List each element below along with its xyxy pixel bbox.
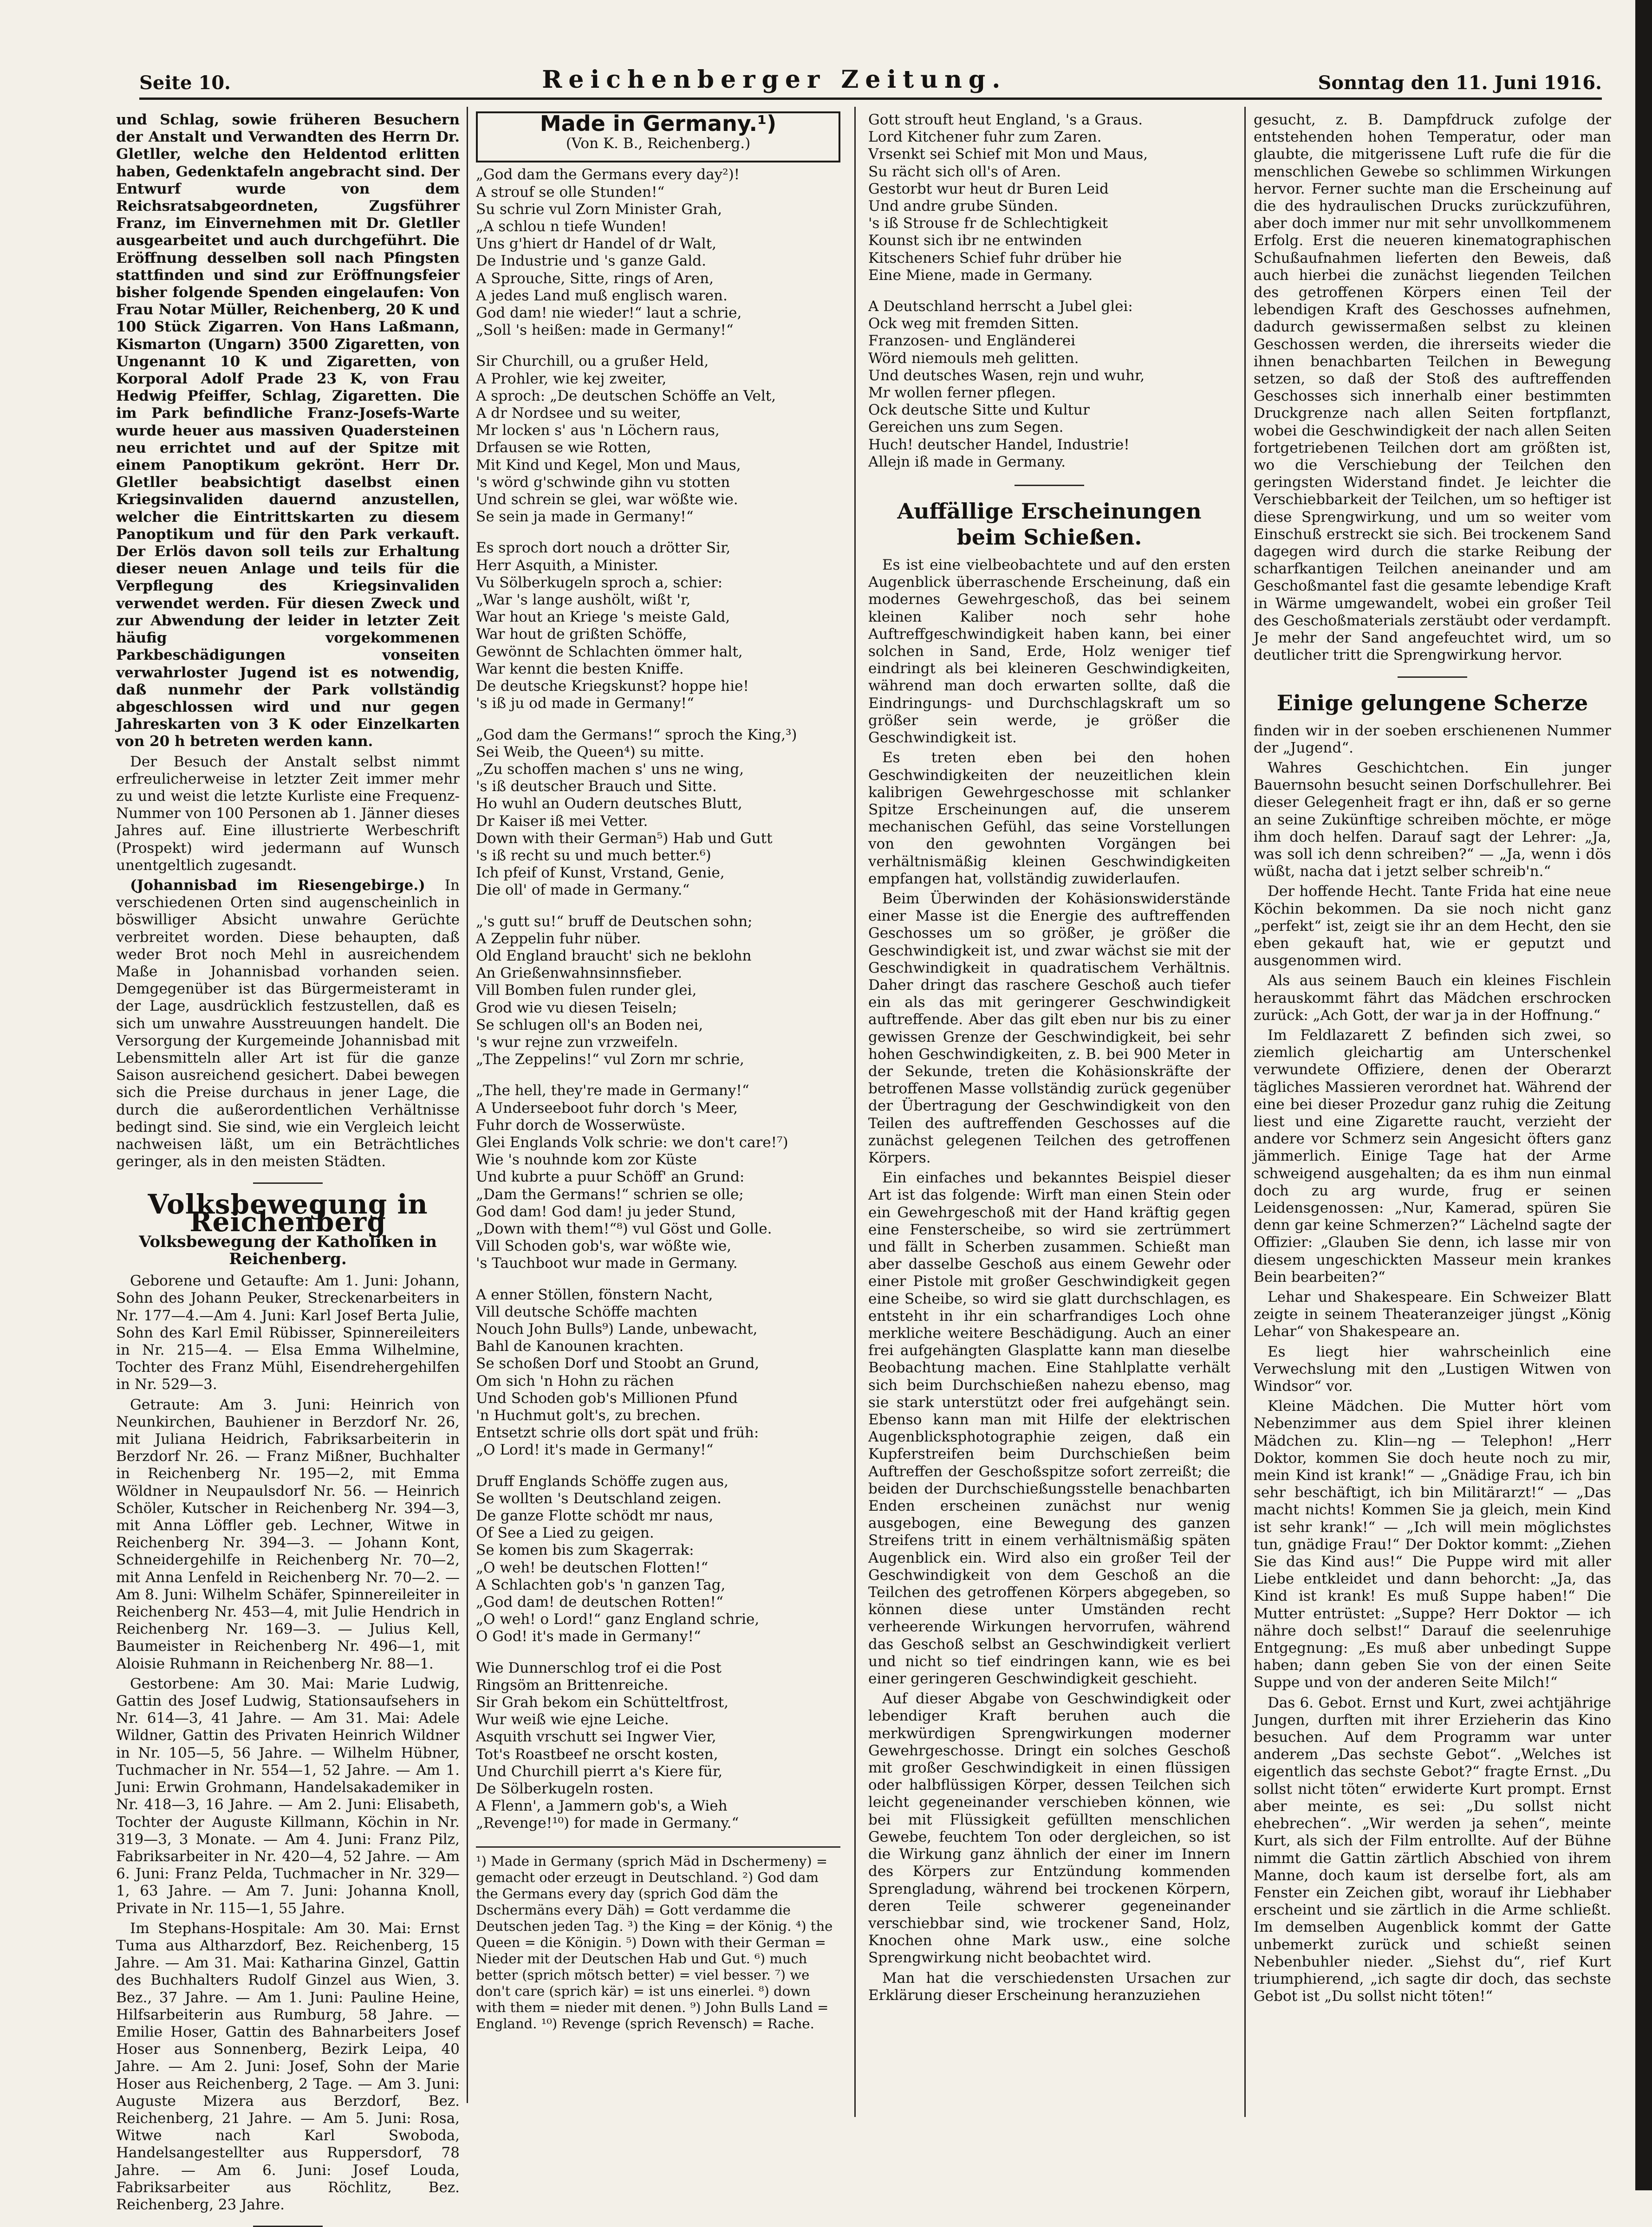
poem-line: Ho wuhl an Oudern deutsches Blutt, (476, 795, 742, 812)
column-rule (467, 107, 468, 2103)
joke-text: Es liegt hier wahrscheinlich eine Verwechslung mit den „Lustigen Witwen von Windsor“ vor. (1254, 1343, 1611, 1395)
divider (1015, 485, 1084, 486)
poem-line: A Zeppelin fuhr nüber. (476, 930, 641, 947)
poem-line: 'n Huchmut golt's, zu brechen. (476, 1407, 701, 1424)
poem-line: War kennt die besten Kniffe. (476, 660, 684, 677)
poem-line: Drfausen se wie Rotten, (476, 439, 651, 456)
poem-line: „O Lord! it's made in Germany!“ (476, 1441, 714, 1459)
poem-author: (Von K. B., Reichenberg.) (566, 135, 751, 152)
poem-line: Wie Dunnerschlog trof ei die Post (476, 1659, 722, 1676)
poem-line: Tot's Roastbeef ne orscht kosten, (476, 1746, 718, 1763)
poem-line: 's iß Strouse fr de Schlechtigkeit (868, 215, 1108, 232)
stanza (476, 1286, 840, 1459)
poem-line: A strouf se olle Stunden!“ (476, 183, 665, 201)
poem-line: Und Churchill pierrt a's Kiere für, (476, 1763, 723, 1780)
poem-line: „War 's lange aushölt, wißt 'r, (476, 591, 691, 609)
poem-line: Gestorbt wur heut dr Buren Leid (868, 180, 1109, 197)
poem-line: Of See a Lied zu geigen. (476, 1525, 654, 1542)
article-text: Es treten eben bei den hohen Geschwindigkeiten der neuzeitlichen klein kalibrigen Gewehrgeschosse mit schlanker Spitze Erscheinungen auf, die unserem mechanischen Gefühl, das seine Vorstellungen von den gewohnten Vorgängen bei verhältnismäßig kleinen Geschwindigkeiten empfangen hat, vollständig zuwiderlaufen. (868, 749, 1230, 887)
poem-line: „O weh! be deutschen Flotten!“ (476, 1559, 709, 1576)
poem-line: „The hell, they're made in Germany!“ (476, 1082, 749, 1099)
poem-line: Kitscheners Schief fuhr drüber hie (868, 249, 1122, 266)
poem-line: „God dam the Germans every day²)! (476, 166, 740, 183)
stanza (868, 111, 1230, 284)
poem-line: 's iß recht su und much better.⁶) (476, 847, 711, 864)
poem-line: „God dam! de deutschen Rotten!“ (476, 1594, 723, 1611)
divider (1398, 676, 1467, 678)
poem-line: A dr Nordsee und su weiter, (476, 405, 681, 422)
poem-line: A sproch: „De deutschen Schöffe an Velt, (476, 387, 776, 404)
poem-line: Gereichen uns zum Segen. (868, 419, 1064, 436)
joke-text: Das 6. Gebot. Ernst und Kurt, zwei achtjährige Jungen, durften mit ihrer Erzieherin das Kino besuchen. Auf dem Programm war unter anderem „Das sechste Gebot“. „Welches ist eigentlich das sechste Gebot?“ fragte Ernst. „Du sollst nicht töten“ erwiderte Kurt prompt. Ernst aber meinte, es sei: „Du sollst nicht ehebrechen“. „Wir werden ja sehen“, meinte Kurt, als sich der Film entrollte. Auf der Bühne nimmt die Gattin zärtlich Abschied von ihrem Manne, doch kaum ist derselbe fort, als am Fenster ein Zeichen gibt, worauf ihr Liebhaber erscheint und sie zärtlich in die Arme schließt. Im demselben Augenblick kommt der Gatte unbemerkt zurück und schießt seinen Nebenbuhler nieder. „Siehst du“, rief Kurt triumphierend, „ich sagte dir doch, das sechste Gebot ist „Du sollst nicht töten!“ (1254, 1694, 1611, 2005)
column-2 (476, 111, 840, 2117)
poem-line: Herr Asquith, a Minister. (476, 557, 658, 574)
poem-title-box (476, 111, 840, 162)
poem-line: Dr Kaiser iß mei Vetter. (476, 812, 648, 830)
column-3 (868, 111, 1230, 2117)
poem-line: War hout de grißten Schöffe, (476, 626, 687, 643)
poem-line: Wie 's nouhnde kom zor Küste (476, 1151, 697, 1169)
poem-line: Sir Grah bekom ein Schütteltfrost, (476, 1694, 729, 1711)
poem-line: „Dam the Germans!“ schrien se olle; (476, 1186, 744, 1203)
poem-line: „Zu schoffen machen s' uns ne wing, (476, 760, 744, 778)
poem-line: A Flenn', a Jammern gob's, a Wieh (476, 1798, 728, 1815)
poem-line: Se komen bis zum Skagerrak: (476, 1542, 694, 1559)
section-title: Volksbewegung in Reichenberg (148, 1188, 428, 1238)
poem-line: A Deutschland herrscht a Jubel glei: (868, 298, 1133, 315)
poem-line: „'s gutt su!“ bruff de Deutschen sohn; (476, 913, 753, 930)
poem-line: A Sprouche, Sitte, rings of Aren, (476, 270, 714, 287)
poem-line: Se schoßen Dorf und Stoobt an Grund, (476, 1355, 760, 1372)
footnote-text: ¹) Made in Germany (sprich Mäd in Dschermeny) = gemacht oder erzeugt in Deutschland. ²) God dam the Germans every day (sprich God däm the Dschermäns every Däh) = Gott verdamme die Deutschen jeden Tag. ³) the King = der König. ⁴) the Queen = die Königin. ⁵) Down with their German = Nieder mit der Deutschen Hab und Gut. ⁶) much better (sprich mötsch better) = viel besser. ⁷) we don't care (sprich kär) = ist uns einerlei. ⁸) down with them = nieder mit denen. ⁹) John Bulls Land = England. ¹⁰) Revenge (sprich Revensch) = Rache. (476, 1853, 833, 2032)
article-title: Einige gelungene Scherze (1276, 690, 1588, 715)
poem-line: Und andre grube Sünden. (868, 198, 1058, 215)
joke-text: Der hoffende Hecht. Tante Frida hat eine neue Köchin bekommen. Da sie noch nicht ganz „perfekt“ ist, zeigt sie ihr an dem Hecht, den sie eben gekauft hat, wie er geputzt und ausgenommen wird. (1254, 883, 1611, 969)
article-text: Ein einfaches und bekanntes Beispiel dieser Art ist das folgende: Wirft man einen Stein oder ein Gewehrgeschoß mit der Hand kräftig gegen eine Fensterscheibe, so wird sie zertrümmert und fällt in Scherben zusammen. Schießt man aber dasselbe Geschoß aus einem Gewehr oder einer Pistole mit großer Geschwindigkeit gegen eine Scheibe, so wird sie glatt durchschlagen, es entsteht in ihr ein scharfrandiges Loch ohne merkliche weitere Beschädigung. Auch an einer frei aufgehängten Glasplatte kann man dieselbe Beobachtung machen. Eine Stahlplatte verhält sich beim Durchschießen nahezu ebenso, mag sie stark unterstützt oder frei aufgehängt sein. Ebenso kann man mit Hilfe der elektrischen Augenblicksphotographie zeigen, daß ein Kupferstreifen beim Durchschießen beim Auftreffen der Geschoßspitze sofort zerreißt; die beiden der Durchschießungsstelle benachbarten Enden erscheinen zunächst nur wenig ausgebogen, eine Bewegung des ganzen Streifens tritt in einem verhältnismäßig späten Augenblick ein. Wird also ein großer Teil der Geschwindigkeit von dem Geschoß an die Teilchen des getroffenen Körpers abgegeben, so können diese unter Umständen recht verheerende Wirkungen hervorrufen, während das Geschoß selbst an Geschwindigkeit verliert und nicht so tief eindringen kann, wie es bei einer geringeren Geschwindigkeit geschieht. (868, 1169, 1230, 1688)
poem-line: „The Zeppelins!“ vul Zorn mr schrie, (476, 1051, 744, 1068)
poem-line: A jedes Land muß englisch waren. (476, 287, 728, 304)
poem-line: Se sein ja made in Germany!“ (476, 508, 694, 526)
article-title: Auffällige Erscheinungen beim Schießen. (897, 499, 1202, 550)
poem-line: A enner Stöllen, fönstern Nacht, (476, 1286, 713, 1303)
stanza (476, 353, 840, 526)
masthead: Reichenberger Zeitung. (542, 65, 1007, 94)
poem-line: Ock weg mit fremden Sitten. (868, 315, 1079, 332)
poem-line: Mit Kind und Kegel, Mon und Maus, (476, 456, 741, 474)
column-rule (1244, 107, 1246, 2117)
joke-text: Lehar und Shakespeare. Ein Schweizer Blatt zeigte in seinem Theateranzeiger jüngst „König Lehar“ von Shakespeare an. (1254, 1289, 1611, 1340)
column-4 (1254, 111, 1611, 2117)
joke-text: Im Feldlazarett Z befinden sich zwei, so ziemlich gleichartig am Unterschenkel verwundete Offiziere, denen der Oberarzt tägliches Massieren verordnet hat. Während der eine bei dieser Prozedur ganz ruhig die Zeitung liest und eine Zigarette raucht, verzieht der andere vor Schmerz sein Angesicht öfters ganz jämmerlich. Einige Tage hat der Arme schweigend ausgehalten; da es ihm nun einmal doch zu arg wurde, frug er seinen Leidensgenossen: „Nur, Kamerad, spüren Sie denn gar keine Schmerzen?“ Lächelnd sagte der Offizier: „Glauben Sie denn, ich lasse mir von diesem ungeschickten Masseur mein krankes Bein bearbeiten?“ (1254, 1026, 1611, 1286)
deaths-list: Gestorbene: Am 30. Mai: Marie Ludwig, Gattin des Josef Ludwig, Stationsaufsehers in Nr. 614—3, 41 Jahre. — Am 31. Mai: Adele Wildner, Gattin des Privaten Heinrich Wildner in Nr. 105—5, 56 Jahre. — Wilhelm Hübner, Tuchmacher in Nr. 554—1, 52 Jahre. — Am 1. Juni: Erwin Grohmann, Handelsakademiker in Nr. 418—3, 16 Jahre. — Am 2. Juni: Elisabeth, Tochter der Auguste Killmann, Köchin in Nr. 319—3, 3 Monate. — Am 4. Juni: Franz Pilz, Fabriksarbeiter in Nr. 420—4, 52 Jahre. — Am 6. Juni: Franz Pelda, Tuchmacher in Nr. 329—1, 63 Jahre. — Am 7. Juni: Johanna Knoll, Private in Nr. 115—1, 55 Jahre. (116, 1675, 460, 1917)
poem-line: Grod wie vu diesen Teiseln; (476, 999, 677, 1016)
poem-line: „Down with them!“⁸) vul Göst und Golle. (476, 1220, 772, 1237)
poem-line: Druff Englands Schöffe zugen aus, (476, 1473, 728, 1490)
poem-line: Huch! deutscher Handel, Industrie! (868, 436, 1130, 453)
poem-line: An Grießenwahnsinnsfieber. (476, 965, 683, 982)
poem-line: Fuhr dorch de Wosserwüste. (476, 1117, 686, 1134)
marriages-list: Getraute: Am 3. Juni: Heinrich von Neunkirchen, Bauhiener in Berzdorf Nr. 26, mit Juliana Heidrich, Fabriksarbeiterin in Berzdorf Nr. 26. — Franz Mißner, Buchhalter in Reichenberg Nr. 195—2, mit Emma Wöldner in Neupaulsdorf Nr. 56. — Heinrich Schöler, Kutscher in Reichenberg Nr. 394—3, mit Anna Löffler geb. Lechner, Witwe in Reichenberg Nr. 394—3. — Johann Kont, Schneidergehilfe in Reichenberg Nr. 70—2, mit Anna Lenfeld in Reichenberg Nr. 70—2. — Am 8. Juni: Wilhelm Schäfer, Spinnereileiter in Reichenberg Nr. 453—4, mit Julie Hendrich in Reichenberg Nr. 169—3. — Julius Kell, Baumeister in Reichenberg Nr. 496—1, mit Aloisie Ruhmann in Reichenberg Nr. 88—1. (116, 1396, 460, 1672)
article-text: Der Besuch der Anstalt selbst nimmt erfreulicherweise in letzter Zeit immer mehr zu und weist die letzte Kurliste eine Frequenz-Nummer von 100 Personen ab 1. Jänner dieses Jahres auf. Eine illustrierte Werbeschrift (Prospekt) wird jedermann auf Wunsch unentgeltlich zugesandt. (116, 753, 460, 874)
stanza (476, 1473, 840, 1646)
poem-line: Allejn iß made in Germany. (868, 453, 1066, 470)
poem-line: Gott strouft heut England, 's a Graus. (868, 111, 1143, 128)
poem-line: Und schrein se glei, war wößte wie. (476, 491, 738, 508)
poem-line: God dam! God dam! ju jeder Stund, (476, 1203, 736, 1220)
poem-line: Sei Weib, the Queen⁴) su mitte. (476, 743, 704, 760)
poem-line: Om sich 'n Hohn zu rächen (476, 1372, 674, 1389)
poem-line: Die oll' of made in Germany.“ (476, 882, 690, 899)
article-text: Beim Überwinden der Kohäsionswiderstände einer Masse ist die Energie des auftreffenden Geschosses um so größer, je größer die Geschwindigkeit ist, und zwar wächst sie mit der Geschwindigkeit in quadratischem Verhältnis. Daher dringt das raschere Geschoß auch tiefer ein als das mit geringerer Geschwindigkeit auftreffende. Aber das gilt eben nur bis zu einer gewissen Grenze der Geschwindigkeit, bei sehr hohen Geschwindigkeiten, z. B. bei 900 Meter in der Sekunde, treten die Kohäsionskräfte der betroffenen Masse vollständig zurück gegenüber der Übertragung der Geschwindigkeit von den Teilen des auftreffenden Geschosses auf die zunächst gelegenen Teilchen des getroffenen Körpers. (868, 890, 1230, 1166)
poem-line: Und Schoden gob's Millionen Pfund (476, 1389, 738, 1407)
poem-line: Se schlugen oll's an Boden nei, (476, 1016, 703, 1033)
poem-line: De Industrie und 's ganze Gald. (476, 253, 706, 270)
page-number: Seite 10. (139, 72, 231, 94)
poem-line: 's Tauchboot wur made in Germany. (476, 1255, 738, 1272)
article-text: finden wir in der soeben erschienenen Nummer der „Jugend“. (1254, 722, 1611, 756)
poem-line: A Schlachten gob's 'n ganzen Tag, (476, 1576, 726, 1593)
poem-line: Vill deutsche Schöffe machten (476, 1303, 697, 1320)
births-list: Geborene und Getaufte: Am 1. Juni: Johann, Sohn des Johann Peuker, Streckenarbeiters in Nr. 177—4.—Am 4. Juni: Karl Josef Berta Julie, Sohn des Karl Emil Rübisser, Spinnereileiters in Nr. 215—4. — Elsa Emma Wilhelmine, Tochter des Franz Mühl, Eisendrehergehilfen in Nr. 529—3. (116, 1273, 460, 1393)
poem-line: Vu Sölberkugeln sproch a, schier: (476, 574, 723, 591)
poem-line: Down with their German⁵) Hab und Gutt (476, 830, 773, 847)
section-subtitle: Volksbewegung der Katholiken in Reichenberg. (139, 1232, 437, 1268)
issue-date: Sonntag den 11. Juni 1916. (1318, 72, 1602, 94)
article-text: gesucht, z. B. Dampfdruck zufolge der entstehenden hohen Temperatur, oder man glaubte, die mitgerissene Luft rufe die für die menschlichen Gewebe so schlimmen Wirkungen hervor. Ferner suchte man die Erscheinung auf die des hydraulischen Drucks zurückzuführen, aber doch immer nur mit sehr unvollkommenem Erfolg. Erst die neueren kinematographischen Schußaufnahmen lieferten den Beweis, daß auch hierbei die zunächst liegenden Teilchen des getroffenen Körpers einen Teil der lebendigen Kraft des Geschosses aufnehmen, dadurch gewissermaßen selbst zu kleinen Geschossen werden, die ihrerseits wieder die ihnen benachbarten Teilchen in Bewegung setzen, so daß der Stoß des auftreffenden Geschosses sich innerhalb einer bestimmten Druckgrenze nach allen Seiten fortpflanzt, wobei die Geschwindigkeit der nach allen Seiten fortgetriebenen Teilchen dort am größten ist, wo die Verschiebung der Teilchen den geringsten Widerstand findet. Je leichter die Verschiebbarkeit der Teilchen, um so heftiger ist diese Sprengwirkung, und um so weiter vom Einschuß erstreckt sie sich. Bei trockenem Sand dagegen wird durch die starke Reibung der scharfkantigen Teilchen aneinander und am Geschoßmantel fast die gesamte lebendige Kraft in Wärme umgewandelt, wobei ein großer Teil des Geschoßmaterials zerstäubt oder verdampft. Je mehr der Sand angefeuchtet wird, um so deutlicher tritt die Sprengwirkung hervor. (1254, 111, 1611, 664)
poem-line: Asquith vrschutt sei Ingwer Vier, (476, 1728, 716, 1746)
article-text: In verschiedenen Orten sind augenscheinlich in böswilliger Absicht unwahre Gerüchte verbreitet worden. Diese behaupten, daß weder Brot noch Mehl in ausreichendem Maße in Johannisbad vorhanden seien. Demgegenüber ist das Bürgermeisteramt in der Lage, ausdrücklich festzustellen, daß es sich um unwahre Ausstreuungen handelt. Die Versorgung der Kurgemeinde Johannisbad mit Lebensmitteln aller Art ist für die ganze Saison ausreichend gesichert. Dabei bewegen sich die Preise durchaus in jener Lage, die durch die außerordentlichen Verhältnisse bedingt sind. Sie sind, wie ein Vergleich leicht nachweisen läßt, um ein Beträchtliches geringer, als in den meisten Städten. (116, 877, 460, 1170)
poem-line: Und deutsches Wasen, rejn und wuhr, (868, 367, 1145, 384)
poem-line: Nouch John Bulls⁹) Lande, unbewacht, (476, 1321, 758, 1337)
poem-line: Mr wollen ferner pflegen. (868, 384, 1056, 402)
poem-line: Wur weiß wie ejne Leiche. (476, 1711, 669, 1728)
poem-line: War hout an Kriege 's meiste Gald, (476, 609, 730, 626)
joke-text: Wahres Geschichtchen. Ein junger Bauernsohn besucht seinen Dorfschullehrer. Bei dieser Gelegenheit fragt er ihn, daß er so gerne an seine Zukünftige schreiben möchte, er möge ihm doch helfen. Darauf sagt der Lehrer: „Ja, was soll ich denn schreiben?“ — „Ja, wenn i dös wüßt, nacha dat i jetzt selber schreib'n.“ (1254, 759, 1611, 880)
poem-line: „God dam the Germans!“ sproch the King,³) (476, 726, 797, 743)
joke-text: Als aus seinem Bauch ein kleines Fischlein herauskommt fährt das Mädchen erschrocken zurück: „Ach Gott, der war ja in der Hoffnung.“ (1254, 972, 1611, 1024)
poem-line: Sir Churchill, ou a grußer Held, (476, 353, 709, 370)
article-text: und Schlag, sowie früheren Besuchern der Anstalt und Verwandten des Herrn Dr. Gletller, welche den Heldentod erlitten haben, Gedenktafeln angebracht sind. Der Entwurf wurde von dem Reichsratsabgeordneten, Zugsführer Franz, im Einvernehmen mit Dr. Gletller ausgearbeitet und auch durchgeführt. Die Eröffnung desselben soll nach Pfingsten stattfinden und sind zur Eröffnungsfeier bisher folgende Spenden eingelaufen: Von Frau Notar Müller, Reichenberg, 20 K und 100 Stück Zigarren. Von Hans Laßmann, Kismarton (Ungarn) 3500 Zigaretten, von Ungenannt 10 K und Zigaretten, von Korporal Adolf Prade 23 K, von Frau Hedwig Pfeiffer, Schlag, Zigaretten. Die im Park befindliche Franz-Josefs-Warte wurde heuer aus massiven Quadersteinen neu errichtet und auf der Spitze mit einem Panoptikum gekrönt. Herr Dr. Gletller beabsichtigt daselbst einen Kriegsinvaliden dauernd anzustellen, welcher die Eintrittskarten zu diesem Panoptikum und für den Park verkauft. Der Erlös davon soll teils zur Erhaltung dieser neuen Anlage und teils für die Verpflegung des Kriegsinvaliden verwendet werden. Für diesen Zweck und zur Abwendung der leider in letzter Zeit häufig vorgekommenen Parkbeschädigungen vonseiten verwahrloster Jugend ist es notwendig, daß nunmehr der Park vollständig abgeschlossen wird und nur gegen Jahreskarten von 3 K oder Einzelkarten von 20 h betreten werden kann. (116, 111, 460, 750)
poem-line: Ock deutsche Sitte und Kultur (868, 402, 1090, 419)
poem-line: Franzosen- und Engländerei (868, 332, 1076, 350)
poem-line: Uns g'hiert dr Handel of dr Walt, (476, 235, 716, 253)
poem-line: Es sproch dort nouch a drötter Sir, (476, 539, 731, 557)
poem-line: Eine Miene, made in Germany. (868, 266, 1093, 284)
poem-line: Mr locken s' aus 'n Löchern raus, (476, 422, 720, 439)
article-text: Auf dieser Abgabe von Geschwindigkeit oder lebendiger Kraft beruhen auch die merkwürdigen Sprengwirkungen moderner Gewehrgeschosse. Dringt ein solches Geschoß mit großer Geschwindigkeit in einen flüssigen oder halbflüssigen Körper, dessen Teilchen sich leicht gegeneinander verschieben können, wie bei mit Flüssigkeit gefüllten menschlichen Gewebe, feuchtem Ton oder dergleichen, so ist die Wirkung ganz ähnlich der einer im Innern des Körpers zur Entzündung kommenden Sprengladung, während bei trockenen Körpern, deren Teile schwerer gegeneinander verschiebbar sind, wie trockener Sand, Holz, Knochen ohne Mark usw., eine solche Sprengwirkung nicht beobachtet wird. (868, 1690, 1230, 1967)
poem-line: De Sölberkugeln rosten. (476, 1780, 654, 1798)
poem-line: Se wollten 's Deutschland zeigen. (476, 1490, 722, 1507)
poem-line: 's wörd g'schwinde gihn vu stotten (476, 474, 730, 491)
article-subhead: (Johannisbad im Riesengebirge.) (130, 877, 425, 894)
stanza (476, 913, 840, 1069)
poem-line: A Prohler, wie kej zweiter, (476, 370, 667, 387)
poem-line: Und kubrte a puur Schöff' an Grund: (476, 1169, 745, 1186)
poem-line: Vrsenkt sei Schief mit Mon und Maus, (868, 146, 1148, 163)
hospital-deaths-list: Im Stephans-Hospitale: Am 30. Mai: Ernst Tuma aus Altharzdorf, Bez. Reichenberg, 15 Jahre. — Am 31. Mai: Katharina Ginzel, Gattin des Buchhalters Rudolf Ginzel aus Wien, 3. Bez., 37 Jahre. — Am 1. Juni: Pauline Heine, Hilfsarbeiterin aus Rumburg, 58 Jahre. — Emilie Hoser, Gattin des Bahnarbeiters Josef Hoser aus Sonnenberg, Bezirk Leipa, 40 Jahre. — Am 2. Juni: Josef, Sohn der Marie Hoser aus Reichenberg, 2 Tage. — Am 3. Juni: Auguste Mizera aus Berzdorf, Bez. Reichenberg, 21 Jahre. — Am 5. Juni: Rosa, Witwe nach Karl Swoboda, Handelsangestellter aus Ruppersdorf, 78 Jahre. — Am 6. Juni: Josef Louda, Fabriksarbeiter aus Röchlitz, Bez. Reichenberg, 23 Jahre. (116, 1920, 460, 2213)
poem-line: Vill Schoden gob's, war wößte wie, (476, 1238, 732, 1255)
poem-line: Su schrie vul Zorn Minister Grah, (476, 201, 722, 218)
poem-line: O God! it's made in Germany!“ (476, 1628, 701, 1645)
scan-edge (1635, 0, 1652, 2190)
poem-line: Vill Bomben fulen runder glei, (476, 982, 697, 999)
poem-line: Su rächt sich oll's of Aren. (868, 163, 1061, 180)
stanza (868, 298, 1230, 471)
poem-line: „Revenge!¹⁰) for made in Germany.“ (476, 1815, 739, 1832)
column-1 (116, 111, 460, 2213)
poem-line: Wörd niemouls meh gelitten. (868, 350, 1079, 367)
stanza (476, 727, 840, 899)
poem-line: „A schlou n tiefe Wunden! (476, 218, 667, 235)
poem-line: 's wur rejne zun vrzweifeln. (476, 1033, 678, 1051)
divider (253, 1182, 323, 1184)
poem-line: Ich pfeif of Kunst, Vrstand, Genie, (476, 864, 725, 882)
poem-line: Entsetzt schrie olls dort spät und früh: (476, 1424, 759, 1441)
page-header (139, 60, 1602, 100)
poem-line: Kounst sich ibr ne entwinden (868, 232, 1082, 249)
stanza (476, 166, 840, 339)
poem-line: „O weh! o Lord!“ ganz England schrie, (476, 1611, 760, 1628)
poem-line: „Soll 's heißen: made in Germany!“ (476, 322, 734, 339)
poem-line: De deutsche Kriegskunst? hoppe hie! (476, 678, 749, 695)
poem-line: A Underseeboot fuhr dorch 's Meer, (476, 1099, 738, 1117)
column-rule (854, 107, 856, 2117)
poem-line: 's iß deutscher Brauch und Sitte. (476, 778, 717, 795)
poem-line: Bahl de Kanounen krachten. (476, 1338, 684, 1355)
stanza (476, 1660, 840, 1832)
article-text: Man hat die verschiedensten Ursachen zur Erklärung dieser Erscheinung heranzuziehen (868, 1969, 1230, 2004)
joke-text: Kleine Mädchen. Die Mutter hört vom Nebenzimmer aus dem Spiel ihrer kleinen Mädchen zu. Klin—ng — Telephon! „Herr Doktor, kommen Sie doch heute noch zu mir, mein Kind ist krank!“ — „Gnädige Frau, ich bin sehr beschäftigt, ich bin Militärarzt!“ — „Das macht nichts! Kommen Sie ja gleich, mein Kind ist sehr krank!“ — „Ich will mein möglichstes tun, gnädige Frau!“ Der Doktor kommt: „Ziehen Sie das Kind aus!“ Die Puppe wird mit aller Liebe entkleidet und dann behorcht: „Ja, das Kind ist krank! Es muß Suppe haben!“ Die Mutter entrüstet: „Suppe? Herr Doktor — ich nähre doch selbst!“ Darauf die seelenruhige Entgegnung: „Es muß aber unbedingt Suppe haben; dann geben Sie von der einen Seite Suppe und von der anderen Seite Milch!“ (1254, 1398, 1611, 1691)
poem-line: Gewönnt de Schlachten ömmer halt, (476, 643, 743, 660)
poem-line: God dam! nie wieder!“ laut a schrie, (476, 305, 742, 322)
poem-title: Made in Germany.¹) (540, 111, 777, 136)
poem-line: Lord Kitchener fuhr zum Zaren. (868, 129, 1102, 146)
article-text: Es ist eine vielbeobachtete und auf den ersten Augenblick überraschende Erscheinung, daß ein modernes Gewehrgeschoß, das bei seinem kleinen Kaliber noch sehr hohe Auftreffgeschwindigkeit haben kann, bei einer solchen in Sand, Erde, Holz weniger tief eindringt als bei kleineren Geschwindigkeiten, während man doch erwarten sollte, daß die Eindringungs- und Durchschlagskraft um so größer sein werde, je größer die Geschwindigkeit ist. (868, 557, 1230, 747)
poem-line: Glei Englands Volk schrie: we don't care!⁷) (476, 1134, 788, 1151)
poem-line: 's iß ju od made in Germany!“ (476, 695, 694, 712)
poem-line: Ringsöm an Brittenreiche. (476, 1676, 669, 1694)
stanza (476, 1082, 840, 1272)
footnotes (476, 1846, 840, 2032)
poem-line: De ganze Flotte schödt mr naus, (476, 1507, 714, 1525)
stanza (476, 539, 840, 712)
poem-line: Old England braucht' sich ne beklohn (476, 947, 752, 964)
